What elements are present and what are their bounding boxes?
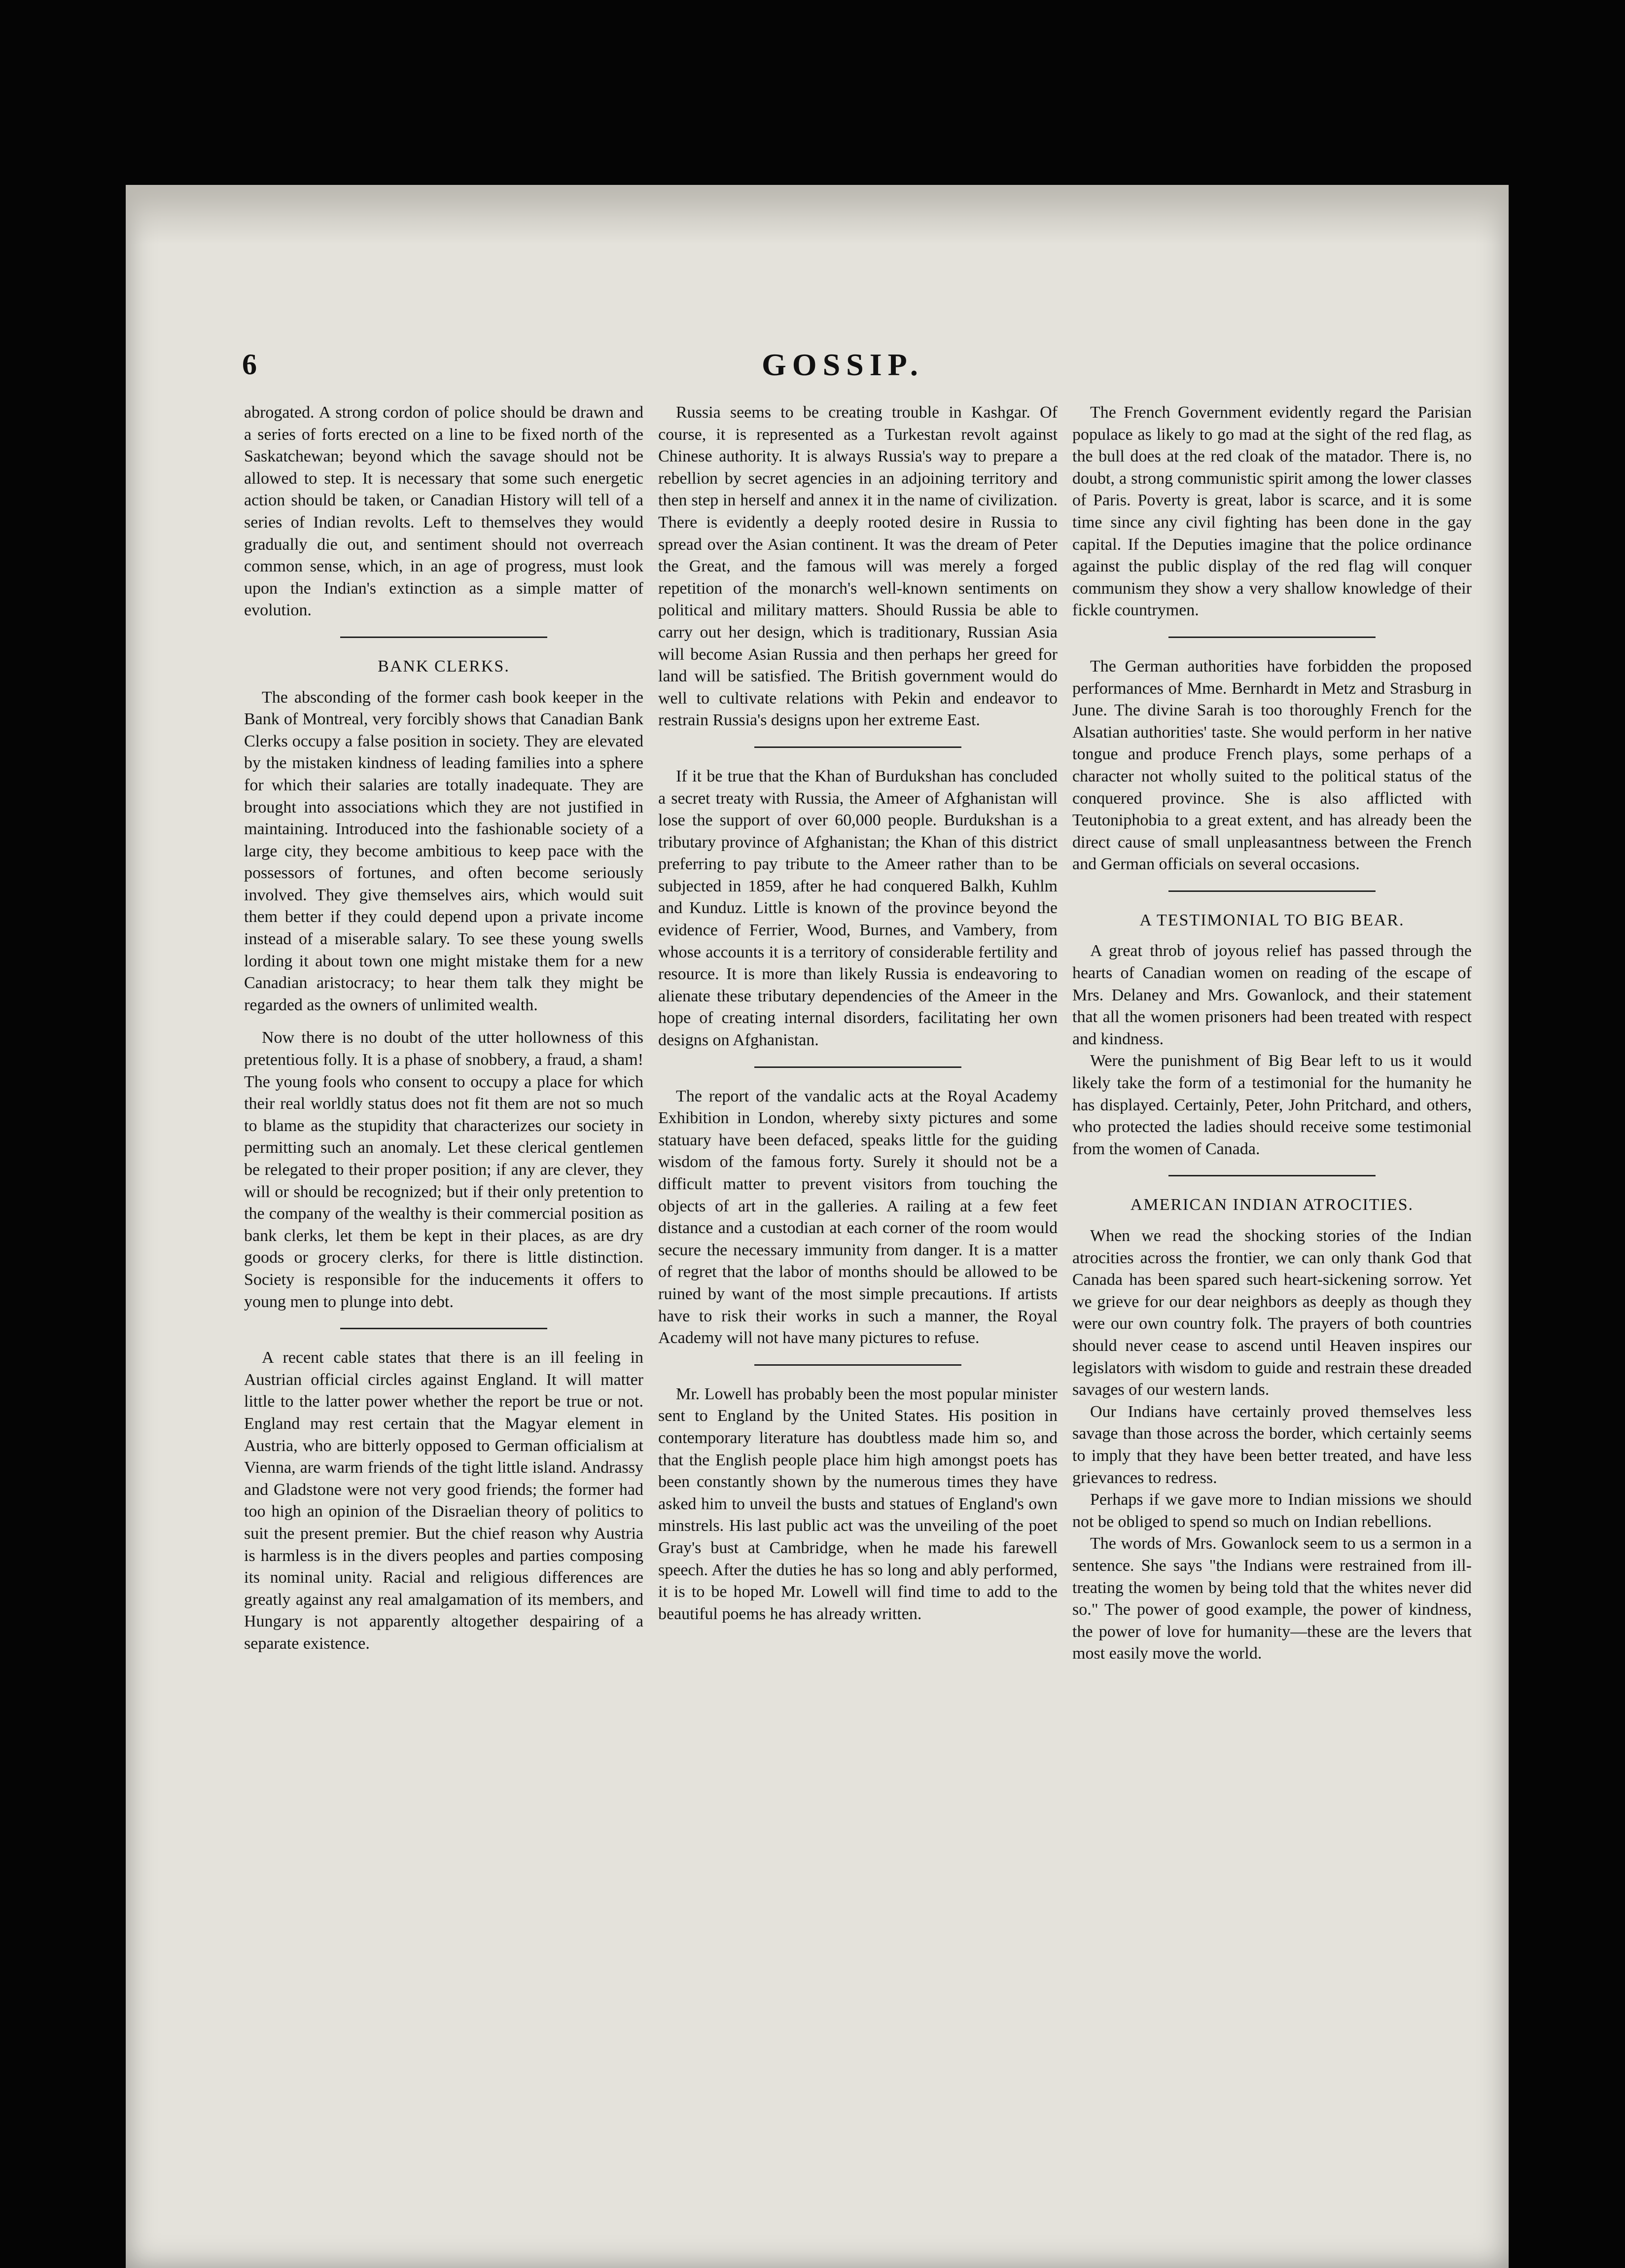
german-authorities-paragraph: The German authorities have forbidden the proposed performances of Mme. Bernhardt in Metz and Strasburg in June. The divine Sarah is too thoroughly French for the Alsatian authorities' taste. She would perform in her native tongue and produce French plays, some perhaps of a character not wholly suited to the political status of the conquered province. She is also afflicted with Teutoniphobia to a great extent, and has already been the direct cause of small unpleasantness between the French and German officials on several occasions. <box>1072 657 1472 874</box>
bank-clerks-paragraph-2: Now there is no doubt of the utter hollowness of this pretentious folly. It is a phase of snobbery, a fraud, a sham! The young fools who consent to occupy a place for which their real worldly status does not fit them are not so much to blame as the stupidity that characterizes our society in permitting such an anomaly. Let these clerical gentlemen be relegated to their proper position; if any are clever, they will or should be recognized; but if their only pretention to the company of the wealthy is their commercial position as bank clerks, let them be kept in their places, as are dry goods or grocery clerks, for there is little distinction. Society is responsible for the inducements it offers to young men to plunge into debt. <box>244 1028 643 1311</box>
newspaper-page <box>126 185 1509 2268</box>
atrocities-paragraph-1: When we read the shocking stories of the Indian atrocities across the frontier, we can only thank God that Canada has been spared such heart-sickening sorrow. Yet we grieve for our dear neighbors as deeply as though they were our own country folk. The prayers of both countries should never cease to ascend until Heaven inspires our legislators with wisdom to guide and restrain these dreaded savages of our western lands. <box>1072 1227 1472 1399</box>
french-government-paragraph: The French Government evidently regard the Parisian populace as likely to go mad at the sight of the red flag, as the bull does at the red cloak of the matador. There is, no doubt, a strong communistic spirit among the lower classes of Paris. Poverty is great, labor is scarce, and it is some time since any civil fighting has been done in the gay capital. If the Deputies imagine that the police ordinance against the public display of the red flag will conquer communism they show a very shallow knowledge of their fickle countrymen. <box>1072 403 1472 620</box>
atrocities-paragraph-3: Perhaps if we gave more to Indian missions we should not be obliged to spend so much on Indian rebellions. <box>1072 1490 1472 1531</box>
indian-policy-paragraph: abrogated. A strong cordon of police should be drawn and a series of forts erected on a line to be fixed north of the Saskatchewan; beyond which the savage should not be allowed to step. It is necessary that some such energetic action should be taken, or Canadian History will tell of a series of Indian revolts. Left to themselves they would gradually die out, and sentiment should not overreach common sense, which, in an age of progress, must look upon the Indian's extinction as a simple matter of evolution. <box>244 403 643 620</box>
testimonial-paragraph-1: A great throb of joyous relief has passed through the hearts of Canadian women on reading of the escape of Mrs. Delaney and Mrs. Gowanlock, and their statement that all the women prisoners had been treated with respect and kindness. <box>1072 942 1472 1048</box>
section-divider <box>754 1364 961 1366</box>
mr-lowell-paragraph: Mr. Lowell has probably been the most popular minister sent to England by the United States. His position in contemporary literature has doubtless made him so, and that the English people place him high amongst poets has been constantly shown by the numerous times they have asked him to unveil the busts and statues of England's own minstrels. His last public act was the unveiling of the poet Gray's bust at Cambridge, when he made his farewell speech. After the duties he has so long and ably performed, it is to be hoped Mr. Lowell will find time to add to the beautiful poems he has already written. <box>658 1384 1058 1623</box>
column-left <box>244 402 643 1655</box>
atrocities-heading: AMERICAN INDIAN ATROCITIES. <box>1130 1196 1414 1214</box>
russia-kashgar-paragraph: Russia seems to be creating trouble in Kashgar. Of course, it is represented as a Turkestan revolt against Chinese authority. It is always Russia's way to prepare a rebellion by secret agencies in an adjoining territory and then step in herself and annex it in the name of civilization. There is evidently a deeply rooted desire in Russia to spread over the Asian continent. It was the dream of Peter the Great, and the famous will was merely a forged repetition of the monarch's well-known sentiments on political and military matters. Should Russia be able to carry out her design, which is traditionary, Russian Asia will become Asian Russia and then perhaps her greed for land will be satisfied. The British government would do well to cultivate relations with Pekin and endeavor to restrain Russia's designs upon her extreme East. <box>658 403 1058 730</box>
section-divider <box>1168 1175 1376 1176</box>
section-divider <box>340 1328 547 1329</box>
royal-academy-paragraph: The report of the vandalic acts at the Royal Academy Exhibition in London, whereby sixty pictures and some statuary have been defaced, speaks little for the guiding wisdom of the famous forty. Surely it should not be a difficult matter to prevent visitors from touching the objects of art in the galleries. A railing at a few feet distance and a custodian at each corner of the room would secure the necessary immunity from danger. It is a matter of regret that the labor of months should be allowed to be ruined by want of the most simple precautions. If artists have to risk their works in such a manner, the Royal Academy will not have many pictures to refuse. <box>658 1087 1058 1347</box>
section-divider <box>1168 890 1376 892</box>
bank-clerks-heading: BANK CLERKS. <box>378 657 510 675</box>
bank-clerks-paragraph-1: The absconding of the former cash book keeper in the Bank of Montreal, very forcibly shows that Canadian Bank Clerks occupy a false position in society. They are elevated by the mistaken kindness of leading families into a sphere for which their salaries are totally inadequate. They are brought into associations which they are not justified in maintaining. Introduced into the fashionable society of a large city, they become ambitious to keep pace with the possessors of fortunes, and often become seriously involved. They give themselves airs, which would suit them better if they could depend upon a private income instead of a miserable salary. To see these young swells lording it about town one might mistake them for a new Canadian aristocracy; to hear them talk they might be regarded as the owners of unlimited wealth. <box>244 688 643 1014</box>
section-divider <box>754 1066 961 1068</box>
column-right <box>1072 402 1472 1665</box>
page-number: 6 <box>242 348 257 381</box>
atrocities-paragraph-4: The words of Mrs. Gowanlock seem to us a sermon in a sentence. She says "the Indians were restrained from ill-treating the women by being told that the whites never did so." The power of good example, the power of kindness, the power of love for humanity—these are the levers that most easily move the world. <box>1072 1534 1472 1663</box>
atrocities-paragraph-2: Our Indians have certainly proved themselves less savage than those across the border, which certainly seems to imply that they have been better treated, and have less grievances to redress. <box>1072 1402 1472 1487</box>
khan-burdukshan-paragraph: If it be true that the Khan of Burdukshan has concluded a secret treaty with Russia, the Ameer of Afghanistan will lose the support of over 60,000 people. Burdukshan is a tributary province of Afghanistan; the Khan of this district preferring to pay tribute to the Ameer rather than to be subjected in 1859, after he had conquered Balkh, Kuhlm and Kunduz. Little is known of the province beyond the evidence of Ferrier, Wood, Burnes, and Vambery, from whose accounts it is a territory of considerable fertility and resource. It is more than likely Russia is endeavoring to alienate these tributary dependencies of the Ameer in the hope of creating internal disorders, facilitating her own designs on Afghanistan. <box>658 767 1058 1050</box>
section-divider <box>340 637 547 638</box>
column-middle <box>658 402 1058 1625</box>
austria-paragraph: A recent cable states that there is an ill feeling in Austrian official circles against England. It will matter little to the latter power whether the report be true or not. England may rest certain that the Magyar element in Austria, who are bitterly opposed to German officialism at Vienna, are warm friends of the tight little island. Andrassy and Gladstone were not very good friends; the former had too high an opinion of the Disraelian theory of politics to suit the present premier. But the chief reason why Austria is harmless is in the divers peoples and parties composing its nominal unity. Racial and religious differences are greatly against any real amalgamation of its members, and Hungary is not apparently altogether despairing of a separate existence. <box>244 1348 643 1653</box>
page-shadow <box>126 185 1509 244</box>
section-divider <box>754 746 961 748</box>
masthead-title: GOSSIP. <box>762 347 924 382</box>
testimonial-heading: A TESTIMONIAL TO BIG BEAR. <box>1139 911 1405 929</box>
testimonial-paragraph-2: Were the punishment of Big Bear left to us it would likely take the form of a testimonial for the humanity he has displayed. Certainly, Peter, John Pritchard, and others, who protected the ladies should receive some testimonial from the women of Canada. <box>1072 1052 1472 1158</box>
section-divider <box>1168 637 1376 638</box>
